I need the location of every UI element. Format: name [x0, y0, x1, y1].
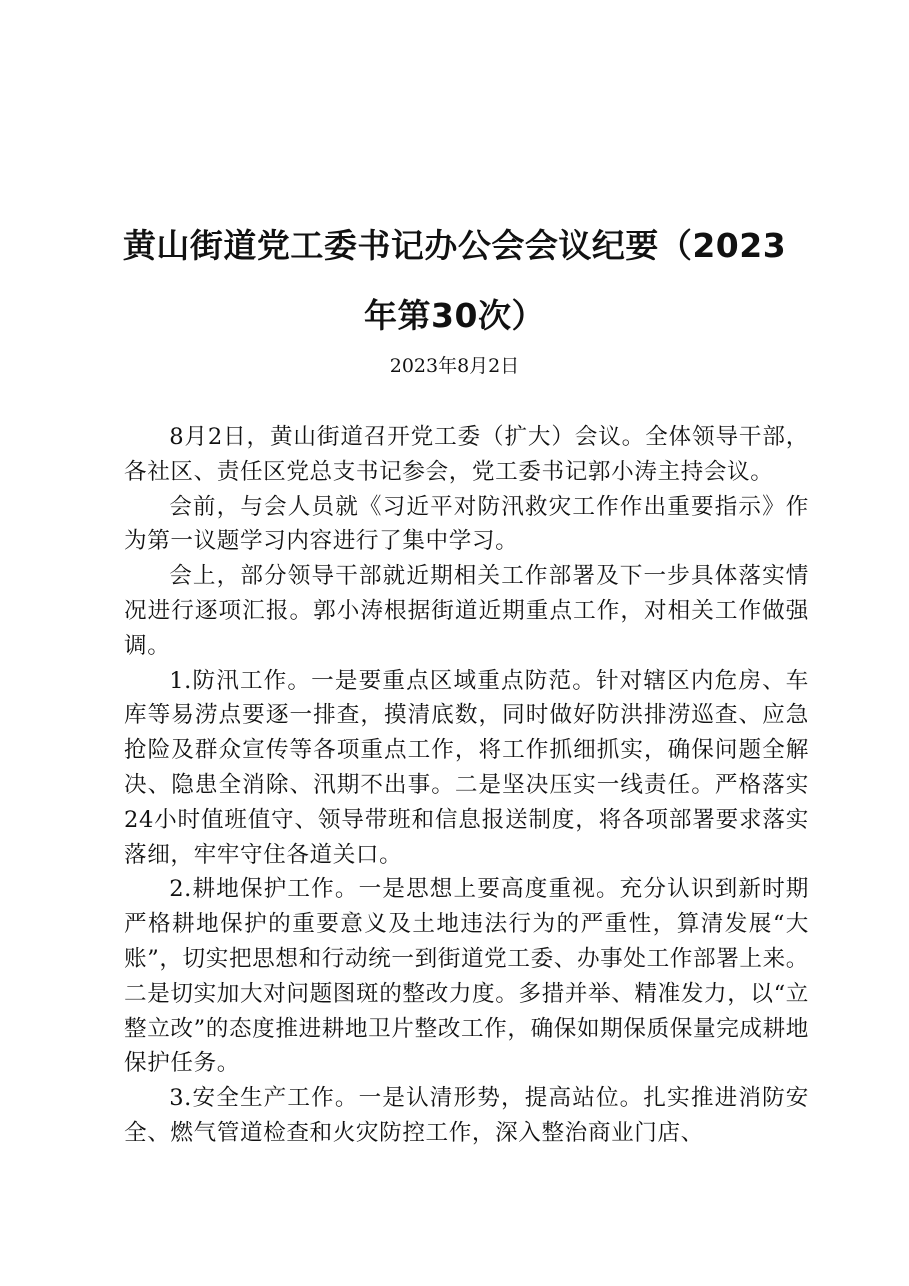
paragraph-meeting-intro: 8月2日，黄山街道召开党工委（扩大）会议。全体领导干部，各社区、责任区党总支书记参会，党工委书记郭小涛主持会议。	[124, 424, 809, 485]
paragraph-work-safety: 3.安全生产工作。一是认清形势，提高站位。扎实推进消防安全、燃气管道检查和火灾防控工作，深入整治商业门店、	[124, 1085, 809, 1146]
document-title-line-2: 年第30次）	[364, 296, 545, 335]
document-title-line-1: 黄山街道党工委书记办公会会议纪要（2023	[122, 226, 787, 265]
paragraph-farmland-protection: 2.耕地保护工作。一是思想上要高度重视。充分认识到新时期严格耕地保护的重要意义及土地违法行为的严重性，算清发展“大账”，切实把思想和行动统一到街道党工委、办事处工作部署上来。二是切实加大对问题图斑的整改力度。多措并举、精准发力，以“立整立改”的态度推进耕地卫片整改工作，确保如期保质保量完成耕地保护任务。	[124, 876, 809, 1077]
document-body	[124, 420, 809, 1151]
document-date: 2023年8月2日	[389, 355, 520, 377]
paragraph-pre-meeting-study: 会前，与会人员就《习近平对防汛救灾工作作出重要指示》作为第一议题学习内容进行了集中学习。	[124, 493, 809, 555]
paragraph-meeting-reports: 会上，部分领导干部就近期相关工作部署及下一步具体落实情况进行逐项汇报。郭小涛根据街道近期重点工作，对相关工作做强调。	[124, 563, 809, 659]
paragraph-flood-control: 1.防汛工作。一是要重点区域重点防范。针对辖区内危房、车库等易涝点要逐一排查，摸清底数，同时做好防洪排涝巡查、应急抢险及群众宣传等各项重点工作，将工作抓细抓实，确保问题全解决、隐患全消除、汛期不出事。二是坚决压实一线责任。严格落实24小时值班值守、领导带班和信息报送制度，将各项部署要求落实落细，牢牢守住各道关口。	[124, 667, 809, 868]
